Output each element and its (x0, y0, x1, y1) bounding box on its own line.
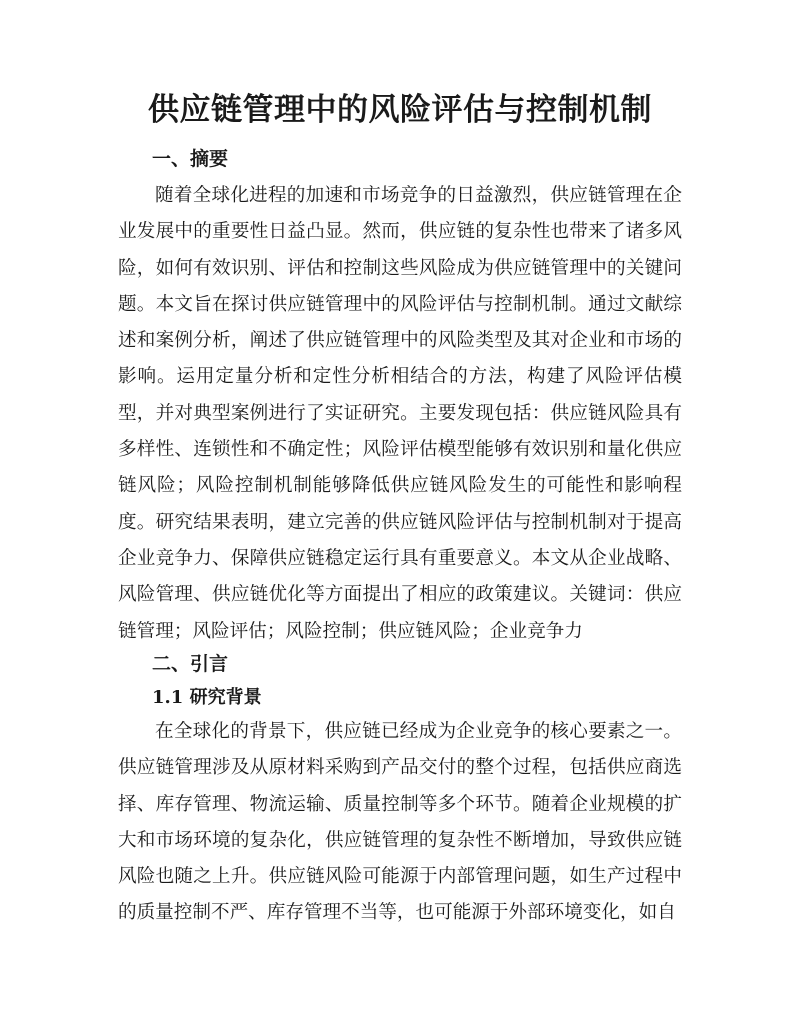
research-background-paragraph: 在全球化的背景下，供应链已经成为企业竞争的核心要素之一。供应链管理涉及从原材料采购到产品交付的整个过程，包括供应商选择、库存管理、物流运输、质量控制等多个环节。随着企业规模的扩大和市场环境的复杂化，供应链管理的复杂性不断增加，导致供应链风险也随之上升。供应链风险可能源于内部管理问题，如生产过程中的质量控制不严、库存管理不当等，也可能源于外部环境变化，如自 (118, 721, 682, 924)
subsection-heading-research-background: 1.1 研究背景 (152, 687, 262, 708)
section-heading-abstract: 一、摘要 (152, 148, 229, 170)
document-title: 供应链管理中的风险评估与控制机制 (148, 92, 652, 128)
abstract-paragraph: 随着全球化进程的加速和市场竞争的日益激烈，供应链管理在企业发展中的重要性日益凸显。然而，供应链的复杂性也带来了诸多风险，如何有效识别、评估和控制这些风险成为供应链管理中的关键问题。本文旨在探讨供应链管理中的风险评估与控制机制。通过文献综述和案例分析，阐述了供应链管理中的风险类型及其对企业和市场的影响。运用定量分析和定性分析相结合的方法，构建了风险评估模型，并对典型案例进行了实证研究。主要发现包括：供应链风险具有多样性、连锁性和不确定性；风险评估模型能够有效识别和量化供应链风险；风险控制机制能够降低供应链风险发生的可能性和影响程度。研究结果表明，建立完善的供应链风险评估与控制机制对于提高企业竞争力、保障供应链稳定运行具有重要意义。本文从企业战略、风险管理、供应链优化等方面提出了相应的政策建议。关键词：供应链管理；风险评估；风险控制；供应链风险；企业竞争力 (118, 185, 682, 642)
section-heading-introduction: 二、引言 (152, 653, 229, 675)
